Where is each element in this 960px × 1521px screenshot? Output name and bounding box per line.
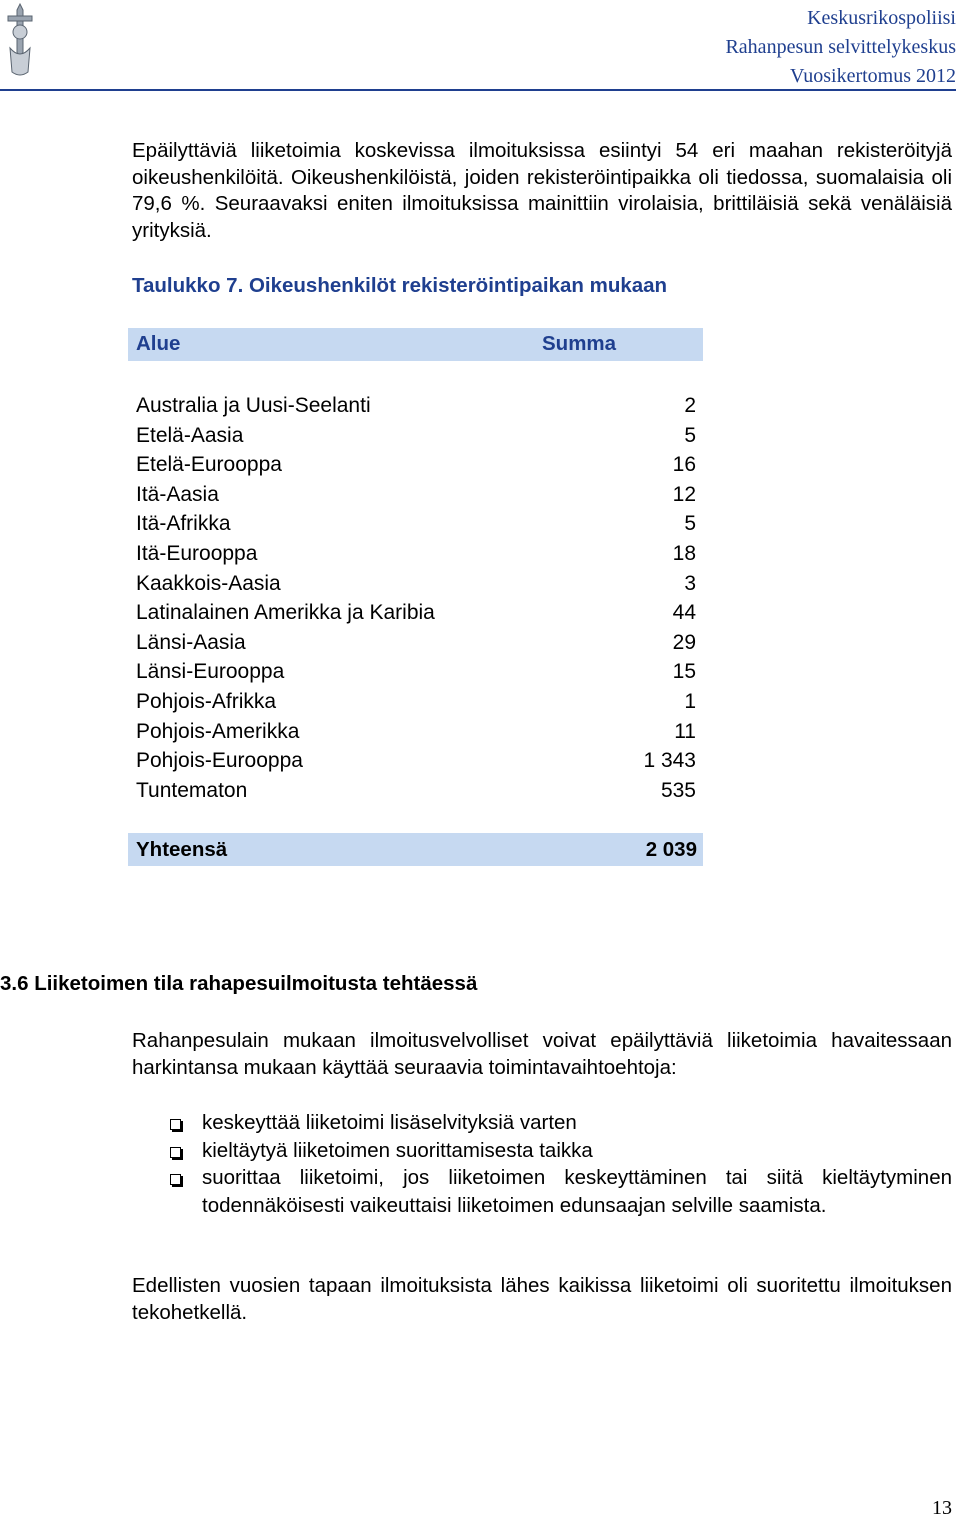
table-caption: Taulukko 7. Oikeushenkilöt rekisteröintipaikan mukaan [132, 274, 668, 297]
table-cell-region: Pohjois-Eurooppa [136, 749, 303, 773]
intro-paragraph: Epäilyttäviä liiketoimia koskevissa ilmoituksissa esiintyi 54 eri maahan rekisteröityjä oikeushenkilöitä. Oikeushenkilöistä, joiden rekisteröintipaikka oli tiedossa, suomalaisia oli 79,6 %. Seuraavaksi eniten ilmoituksissa mainittiin virolaisia, brittiläisiä sekä venäläisiä yrityksiä. [132, 139, 952, 242]
table-cell-sum: 18 [672, 541, 696, 565]
table-cell-region: Tuntematon [136, 778, 248, 802]
list-item [168, 1109, 952, 1137]
table-cell-region: Australia ja Uusi-Seelanti [136, 394, 371, 417]
table-cell-sum: 16 [672, 453, 696, 477]
table-row [136, 391, 696, 421]
table-row [136, 657, 696, 687]
table-header-sum: Summa [542, 332, 617, 355]
table-header-row [128, 328, 703, 361]
police-sword-emblem-icon [2, 2, 38, 78]
list-item-text: keskeyttää liiketoimi lisäselvityksiä varten [202, 1111, 577, 1134]
checkbox-bullet-icon [170, 1147, 181, 1158]
table-body [136, 391, 696, 805]
table-cell-region: Latinalainen Amerikka ja Karibia [136, 601, 435, 625]
table-cell-region: Pohjois-Afrikka [136, 689, 277, 713]
table-row [136, 569, 696, 599]
list-item [168, 1137, 952, 1165]
list-item-text: suorittaa liiketoimi, jos liiketoimen keskeyttäminen tai siitä kieltäytyminen todennäköisesti vaikeuttaisi liiketoimen edunsaajan selville saamista. [202, 1166, 952, 1217]
list-item-text: kieltäytyä liiketoimen suorittamisesta taikka [202, 1138, 593, 1162]
table-cell-region: Länsi-Eurooppa [136, 660, 285, 684]
table-row [136, 687, 696, 717]
table-total-label: Yhteensä [136, 838, 228, 861]
table-cell-region: Itä-Eurooppa [136, 541, 258, 565]
table-row [136, 450, 696, 480]
header-divider [0, 89, 956, 91]
table-cell-region: Itä-Aasia [136, 482, 219, 506]
page-number: 13 [932, 1497, 952, 1519]
table-cell-sum: 535 [660, 778, 696, 802]
page-header [0, 0, 960, 92]
section-paragraph: Rahanpesulain mukaan ilmoitusvelvolliset voivat epäilyttäviä liiketoimia havaitessaan harkintansa mukaan käyttää seuraavia toimintavaihtoehtoja: [132, 1029, 952, 1079]
section-heading: 3.6 Liiketoimen tila rahapesuilmoitusta tehtäessä [0, 972, 478, 995]
table-cell-region: Itä-Afrikka [136, 512, 231, 536]
table-cell-sum: 3 [684, 571, 696, 595]
closing-paragraph: Edellisten vuosien tapaan ilmoituksista lähes kaikissa liiketoimi oli suoritettu ilmoituksen tekohetkellä. [132, 1274, 952, 1324]
table-cell-sum: 5 [684, 423, 696, 447]
table-row [136, 776, 696, 806]
bullet-list [168, 1109, 952, 1219]
table-row [136, 480, 696, 510]
header-line-unit: Rahanpesun selvittelykeskus [725, 36, 956, 58]
table-row [136, 421, 696, 451]
table-cell-region: Etelä-Eurooppa [136, 453, 282, 477]
table-row [136, 539, 696, 569]
table-cell-sum: 1 [684, 689, 696, 713]
table-header-region: Alue [136, 332, 181, 355]
table-total-row [128, 833, 703, 866]
table-cell-region: Länsi-Aasia [136, 630, 246, 654]
table-cell-sum: 1 343 [643, 749, 696, 773]
table-row [136, 509, 696, 539]
table-cell-sum: 12 [672, 482, 696, 506]
table-cell-region: Pohjois-Amerikka [136, 719, 300, 743]
table-cell-sum: 5 [684, 512, 696, 536]
table-row [136, 598, 696, 628]
header-line-organization: Keskusrikospoliisi [807, 7, 956, 29]
header-line-report: Vuosikertomus 2012 [789, 65, 956, 87]
table-row [136, 717, 696, 747]
checkbox-bullet-icon [170, 1119, 181, 1130]
checkbox-bullet-icon [170, 1174, 181, 1185]
table-row [136, 628, 696, 658]
table-cell-sum: 29 [672, 630, 696, 654]
header-text [725, 4, 956, 91]
table-cell-sum: 11 [674, 719, 696, 743]
table-cell-sum: 44 [672, 601, 696, 625]
table-cell-sum: 2 [684, 394, 696, 417]
table-cell-region: Kaakkois-Aasia [136, 571, 281, 595]
table-cell-region: Etelä-Aasia [136, 423, 244, 447]
table-total-value: 2 039 [645, 838, 697, 861]
list-item [168, 1164, 952, 1219]
table-row [136, 746, 696, 776]
table-cell-sum: 15 [672, 660, 696, 684]
